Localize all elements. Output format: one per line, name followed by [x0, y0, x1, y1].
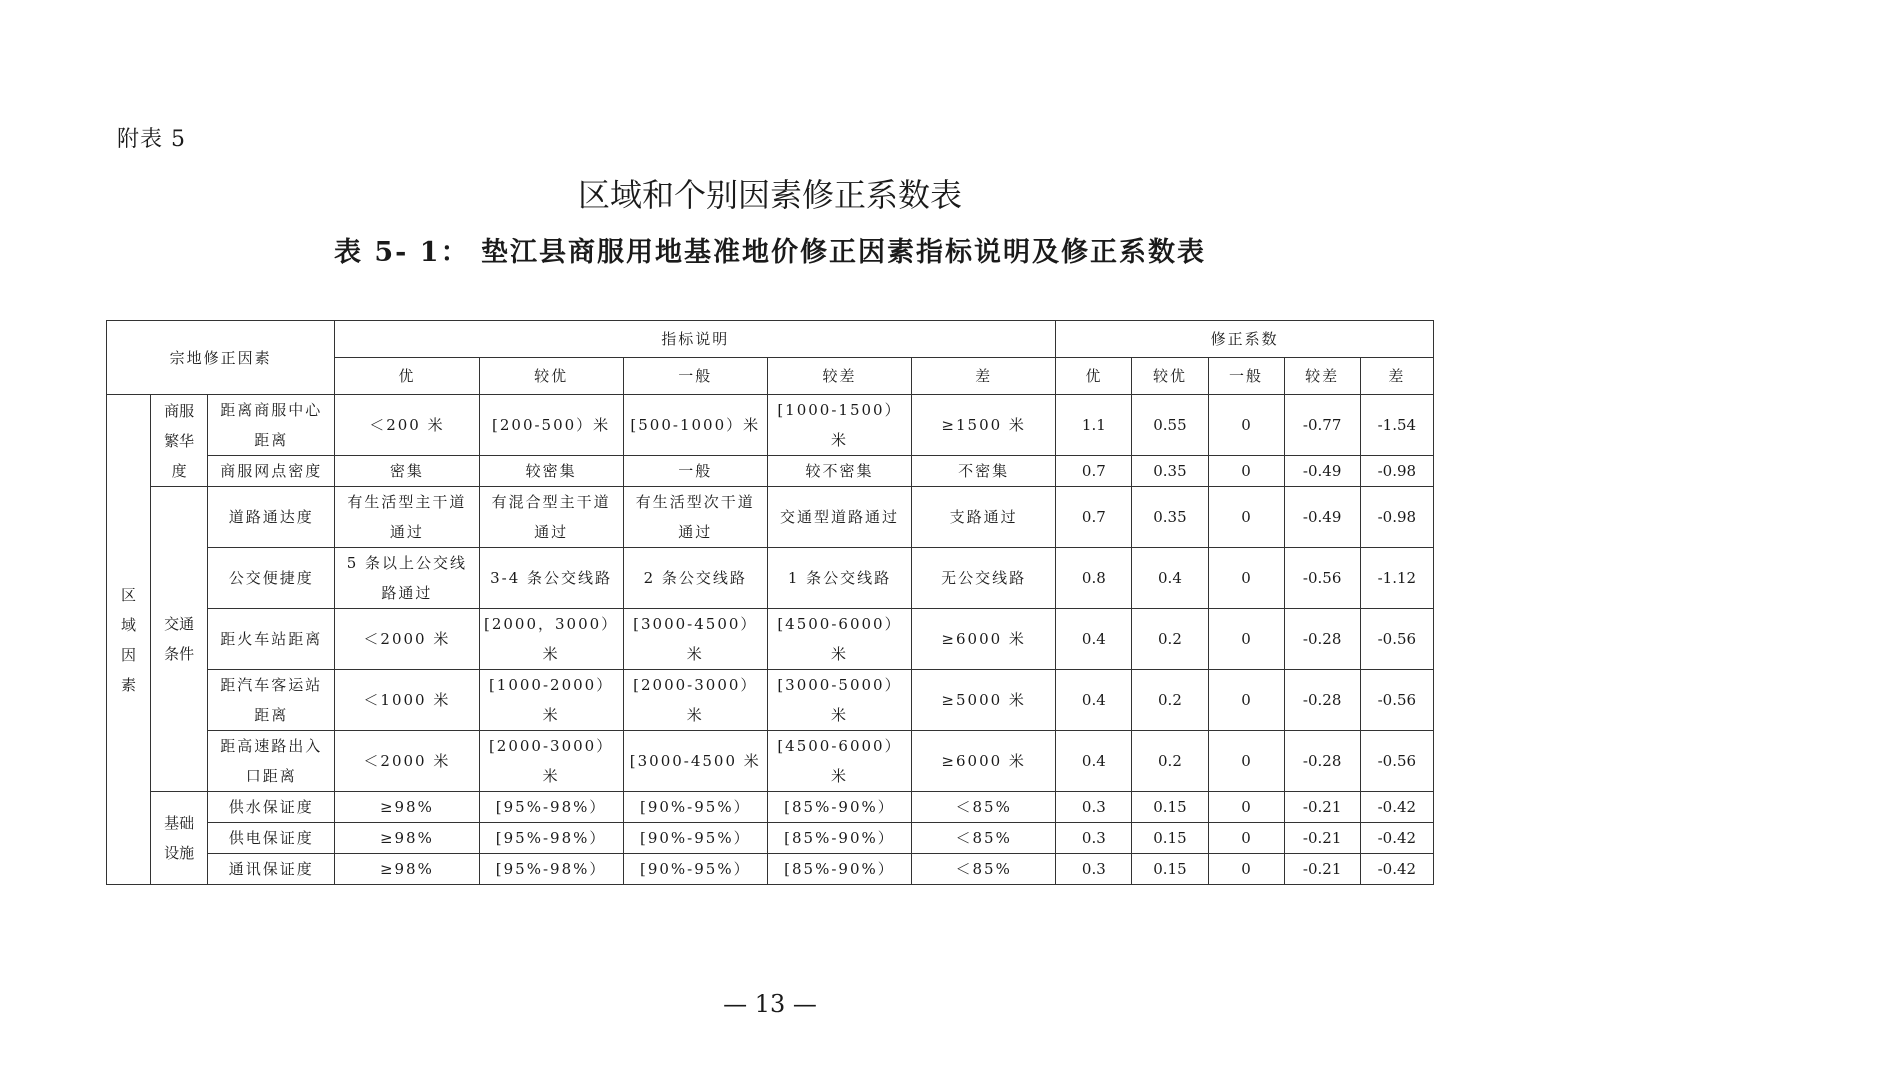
- indicator-level-header: 优: [335, 358, 479, 395]
- page-number: — 13 —: [723, 990, 817, 1018]
- correction-table: [106, 320, 1434, 885]
- coefficient-cell: -0.49: [1284, 487, 1360, 548]
- region-factor-label: 区 域 因 素: [107, 395, 151, 885]
- factor-name: 公交便捷度: [208, 548, 335, 609]
- indicator-cell: [3000-5000）米: [767, 670, 911, 731]
- table-row: [107, 548, 1434, 609]
- indicator-cell: [3000-4500）米: [623, 609, 767, 670]
- indicator-cell: ＜85%: [912, 854, 1056, 885]
- coefficient-cell: 0: [1208, 854, 1284, 885]
- indicator-cell: 支路通过: [912, 487, 1056, 548]
- coefficient-cell: 0: [1208, 456, 1284, 487]
- indicator-cell: [95%-98%）: [479, 792, 623, 823]
- coefficient-cell: 0: [1208, 731, 1284, 792]
- table-row: [107, 395, 1434, 456]
- indicator-cell: [2000，3000）米: [479, 609, 623, 670]
- coefficient-level-header: 较优: [1132, 358, 1208, 395]
- factor-name: 距离商服中心 距离: [208, 395, 335, 456]
- indicator-cell: [95%-98%）: [479, 854, 623, 885]
- indicator-cell: [200-500）米: [479, 395, 623, 456]
- indicator-cell: [85%-90%）: [767, 854, 911, 885]
- coefficient-cell: 0.4: [1056, 670, 1132, 731]
- coefficient-cell: 0.4: [1056, 609, 1132, 670]
- coefficient-cell: 0.2: [1132, 670, 1208, 731]
- table-row: [107, 792, 1434, 823]
- indicator-cell: ＜2000 米: [335, 609, 479, 670]
- indicator-cell: [2000-3000）米: [479, 731, 623, 792]
- indicator-level-header: 差: [912, 358, 1056, 395]
- coefficient-cell: 0.4: [1056, 731, 1132, 792]
- table-row: [107, 823, 1434, 854]
- coefficient-cell: 0.15: [1132, 854, 1208, 885]
- coefficient-cell: -1.12: [1360, 548, 1433, 609]
- coefficient-cell: 0.15: [1132, 823, 1208, 854]
- indicator-cell: ≥6000 米: [912, 609, 1056, 670]
- coefficient-level-header: 一般: [1208, 358, 1284, 395]
- indicator-cell: ≥98%: [335, 823, 479, 854]
- indicator-cell: 密集: [335, 456, 479, 487]
- coefficient-cell: -0.42: [1360, 792, 1433, 823]
- factor-name: 通讯保证度: [208, 854, 335, 885]
- coefficient-cell: 0.3: [1056, 854, 1132, 885]
- coefficient-cell: -0.98: [1360, 456, 1433, 487]
- indicator-cell: 较不密集: [767, 456, 911, 487]
- coefficient-cell: 0: [1208, 487, 1284, 548]
- table-row: [107, 670, 1434, 731]
- header-factor: 宗地修正因素: [107, 321, 335, 395]
- coefficient-level-header: 差: [1360, 358, 1433, 395]
- coefficient-cell: 0.8: [1056, 548, 1132, 609]
- indicator-cell: 3-4 条公交线路: [479, 548, 623, 609]
- coefficient-cell: 0.3: [1056, 823, 1132, 854]
- coefficient-cell: 0.7: [1056, 456, 1132, 487]
- indicator-cell: [3000-4500 米: [623, 731, 767, 792]
- indicator-cell: [500-1000）米: [623, 395, 767, 456]
- table-row: [107, 731, 1434, 792]
- table-row: [107, 487, 1434, 548]
- coefficient-cell: 0: [1208, 548, 1284, 609]
- indicator-cell: ≥1500 米: [912, 395, 1056, 456]
- coefficient-cell: 0: [1208, 792, 1284, 823]
- coefficient-level-header: 较差: [1284, 358, 1360, 395]
- coefficient-cell: 0.7: [1056, 487, 1132, 548]
- coefficient-cell: -0.42: [1360, 823, 1433, 854]
- header-indicator: 指标说明: [335, 321, 1056, 358]
- coefficient-cell: -0.28: [1284, 731, 1360, 792]
- indicator-cell: 一般: [623, 456, 767, 487]
- indicator-cell: ＜85%: [912, 792, 1056, 823]
- coefficient-cell: -0.56: [1360, 670, 1433, 731]
- factor-name: 商服网点密度: [208, 456, 335, 487]
- coefficient-cell: -0.98: [1360, 487, 1433, 548]
- coefficient-cell: 0.3: [1056, 792, 1132, 823]
- indicator-level-header: 一般: [623, 358, 767, 395]
- table-row: [107, 854, 1434, 885]
- factor-group-label: 商服 繁华 度: [151, 395, 208, 487]
- coefficient-cell: -0.21: [1284, 854, 1360, 885]
- indicator-cell: 有混合型主干道 通过: [479, 487, 623, 548]
- coefficient-cell: -0.42: [1360, 854, 1433, 885]
- indicator-cell: [85%-90%）: [767, 792, 911, 823]
- coefficient-cell: 0: [1208, 670, 1284, 731]
- indicator-cell: [90%-95%）: [623, 854, 767, 885]
- indicator-cell: ＜85%: [912, 823, 1056, 854]
- indicator-cell: [2000-3000）米: [623, 670, 767, 731]
- coefficient-cell: -1.54: [1360, 395, 1433, 456]
- coefficient-cell: -0.21: [1284, 792, 1360, 823]
- coefficient-cell: -0.21: [1284, 823, 1360, 854]
- table-row: [107, 456, 1434, 487]
- indicator-cell: [85%-90%）: [767, 823, 911, 854]
- header-coefficient: 修正系数: [1056, 321, 1434, 358]
- coefficient-cell: -0.56: [1360, 731, 1433, 792]
- coefficient-cell: -0.56: [1360, 609, 1433, 670]
- table-row: [107, 609, 1434, 670]
- coefficient-cell: 0.4: [1132, 548, 1208, 609]
- coefficient-cell: 1.1: [1056, 395, 1132, 456]
- factor-group-label: 交通 条件: [151, 487, 208, 792]
- coefficient-cell: -0.49: [1284, 456, 1360, 487]
- factor-name: 距汽车客运站 距离: [208, 670, 335, 731]
- coefficient-cell: 0.2: [1132, 731, 1208, 792]
- indicator-cell: [4500-6000）米: [767, 609, 911, 670]
- indicator-cell: ≥98%: [335, 792, 479, 823]
- indicator-cell: [1000-1500）米: [767, 395, 911, 456]
- coefficient-cell: -0.77: [1284, 395, 1360, 456]
- indicator-cell: [4500-6000）米: [767, 731, 911, 792]
- factor-group-label: 基础 设施: [151, 792, 208, 885]
- coefficient-cell: 0.35: [1132, 487, 1208, 548]
- indicator-cell: 2 条公交线路: [623, 548, 767, 609]
- table-subtitle: 表 5- 1： 垫江县商服用地基准地价修正因素指标说明及修正系数表: [334, 237, 1206, 268]
- indicator-cell: ≥6000 米: [912, 731, 1056, 792]
- indicator-cell: 无公交线路: [912, 548, 1056, 609]
- factor-name: 道路通达度: [208, 487, 335, 548]
- factor-name: 供水保证度: [208, 792, 335, 823]
- coefficient-cell: 0: [1208, 609, 1284, 670]
- coefficient-cell: -0.28: [1284, 670, 1360, 731]
- indicator-cell: [95%-98%）: [479, 823, 623, 854]
- appendix-label: 附表 5: [117, 127, 186, 152]
- indicator-cell: 有生活型次干道 通过: [623, 487, 767, 548]
- coefficient-cell: -0.28: [1284, 609, 1360, 670]
- indicator-cell: ≥98%: [335, 854, 479, 885]
- indicator-cell: [1000-2000）米: [479, 670, 623, 731]
- coefficient-cell: 0.2: [1132, 609, 1208, 670]
- indicator-cell: [90%-95%）: [623, 823, 767, 854]
- indicator-cell: ＜1000 米: [335, 670, 479, 731]
- coefficient-cell: 0: [1208, 395, 1284, 456]
- coefficient-cell: 0: [1208, 823, 1284, 854]
- coefficient-cell: 0.35: [1132, 456, 1208, 487]
- page-title: 区域和个别因素修正系数表: [577, 176, 962, 214]
- indicator-cell: 交通型道路通过: [767, 487, 911, 548]
- indicator-cell: ＜200 米: [335, 395, 479, 456]
- factor-name: 供电保证度: [208, 823, 335, 854]
- coefficient-level-header: 优: [1056, 358, 1132, 395]
- indicator-cell: 1 条公交线路: [767, 548, 911, 609]
- factor-name: 距高速路出入 口距离: [208, 731, 335, 792]
- coefficient-cell: 0.55: [1132, 395, 1208, 456]
- indicator-cell: ＜2000 米: [335, 731, 479, 792]
- indicator-cell: ≥5000 米: [912, 670, 1056, 731]
- indicator-level-header: 较优: [479, 358, 623, 395]
- coefficient-cell: -0.56: [1284, 548, 1360, 609]
- indicator-cell: 较密集: [479, 456, 623, 487]
- factor-name: 距火车站距离: [208, 609, 335, 670]
- indicator-cell: 5 条以上公交线 路通过: [335, 548, 479, 609]
- indicator-cell: 不密集: [912, 456, 1056, 487]
- indicator-cell: 有生活型主干道 通过: [335, 487, 479, 548]
- coefficient-cell: 0.15: [1132, 792, 1208, 823]
- indicator-level-header: 较差: [767, 358, 911, 395]
- indicator-cell: [90%-95%）: [623, 792, 767, 823]
